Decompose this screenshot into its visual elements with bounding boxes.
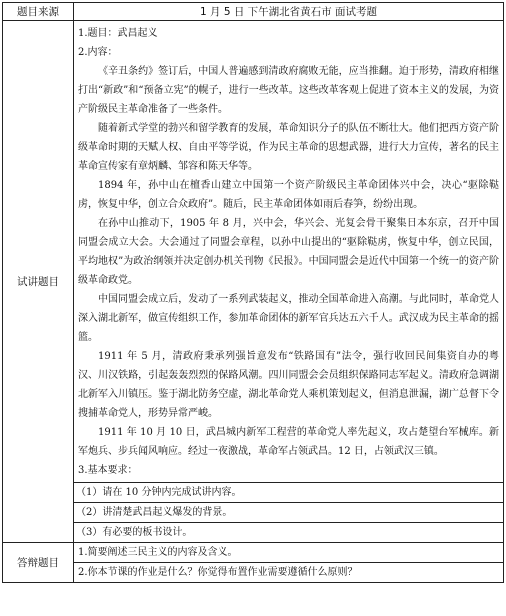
content-paragraph: 1911 年 10 月 10 日，武昌城内新军工程营的革命党人率先起义，攻占楚望台军械库。新军炮兵、步兵闻风响应。经过一夜激战，革命军占领武昌。12 日，占领武汉三镇。 bbox=[78, 427, 499, 457]
source-label: 题目来源 bbox=[3, 3, 74, 21]
content-paragraph: 在孙中山推动下，1905 年 8 月，兴中会，华兴会、光复会骨干聚集日本东京，召开中国同盟会成立大会。大会通过了同盟会章程，以孙中山提出的“驱除鞑虏，恢复中华，创立民国，平均地权”为政治纲领并决定创办机关刊物《民报》。中国同盟会是近代中国第一个统一的资产阶级革命政党。 bbox=[78, 218, 499, 286]
content-paragraph: 《辛丑条约》签订后，中国人普遍感到清政府腐败无能，应当推翻。迫于形势，清政府相继打出“新政”和“预备立宪”的幌子，进行一些改革。这些改革客观上促进了资本主义的发展，为资产阶级民主革命准备了一些条件。 bbox=[78, 66, 499, 115]
lecture-topic: 1.题目：武昌起义 bbox=[78, 28, 158, 39]
requirements-heading: 3.基本要求： bbox=[78, 465, 138, 476]
defense-row bbox=[3, 543, 504, 583]
requirement-item: （3）有必要的板书设计。 bbox=[74, 522, 503, 542]
content-paragraph: 1894 年，孙中山在檀香山建立中国第一个资产阶级民主革命团体兴中会，决心“驱除鞑虏，恢复中华，创立合众政府”。随后，民主革命团体如雨后春笋，纷纷出现。 bbox=[78, 180, 499, 210]
header-row bbox=[3, 3, 504, 21]
requirements-list bbox=[74, 482, 503, 542]
defense-question: 1.简要阐述三民主义的内容及含义。 bbox=[78, 547, 238, 558]
exam-table bbox=[2, 2, 504, 583]
content-paragraph: 1911 年 5 月，清政府秉承列强旨意发布“铁路国有”法令，强行收回民间集资自办的粤汉、川汉铁路，引起轰轰烈烈的保路风潮。四川同盟会会员组织保路同志军起义。清政府急调湖北新军入川镇压。鉴于湖北防务空虚，湖北革命党人乘机策划起义，但消息泄漏，湖广总督下令搜捕革命党人，形势异常严峻。 bbox=[78, 351, 499, 419]
lecture-content bbox=[74, 21, 503, 482]
lecture-row bbox=[3, 21, 504, 543]
requirement-item: （2）讲清楚武昌起义爆发的背景。 bbox=[74, 502, 503, 522]
content-paragraph: 中国同盟会成立后，发动了一系列武装起义，推动全国革命进入高潮。与此同时，革命党人深入湖北新军，做宣传组织工作，参加革命团体的新军官兵达五六千人。武汉成为民主革命的摇篮。 bbox=[78, 294, 499, 343]
lecture-label: 试讲题目 bbox=[3, 21, 74, 543]
source-title: 1 月 5 日 下午湖北省黄石市 面试考题 bbox=[74, 3, 504, 21]
content-heading: 2.内容： bbox=[78, 47, 118, 58]
defense-label: 答辩题目 bbox=[3, 543, 74, 583]
requirement-item: （1）请在 10 分钟内完成试讲内容。 bbox=[74, 482, 503, 502]
defense-question: 2.你本节课的作业是什么？你觉得布置作业需要遵循什么原则？ bbox=[74, 562, 503, 582]
content-paragraph: 随着新式学堂的勃兴和留学教育的发展，革命知识分子的队伍不断壮大。他们把西方资产阶级革命时期的天赋人权、自由平等学说，作为民主革命的思想武器，进行大力宣传，著名的民主革命宣传家有章炳麟、邹容和陈天华等。 bbox=[78, 123, 499, 172]
